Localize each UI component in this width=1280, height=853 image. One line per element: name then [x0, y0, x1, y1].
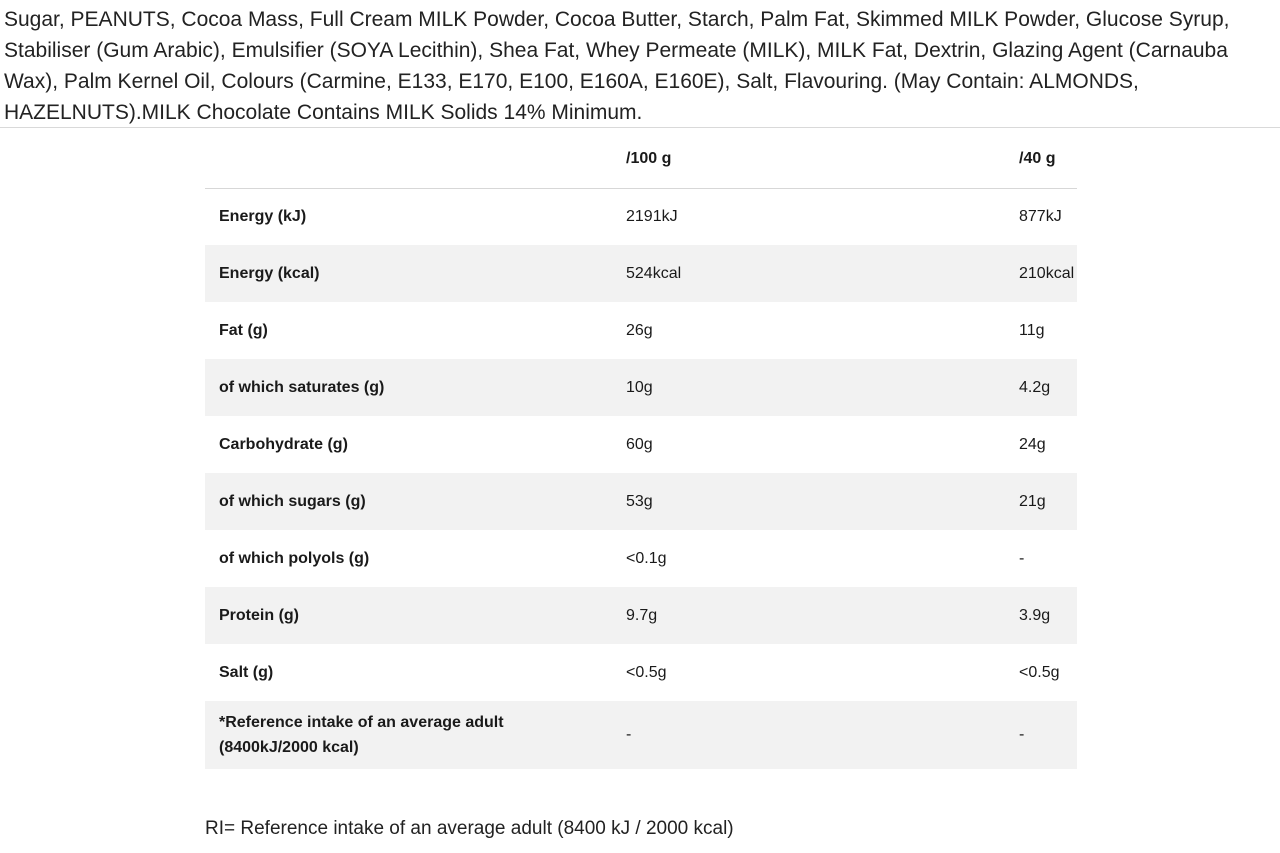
- row-value-per-40g: -: [1019, 549, 1025, 567]
- row-label-line-2: (8400kJ/2000 kcal): [219, 739, 359, 756]
- row-value-per-40g: 877kJ: [1019, 207, 1062, 225]
- table-row: [205, 302, 1077, 359]
- section-divider: [0, 127, 1280, 128]
- row-value-per-40g: 3.9g: [1019, 587, 1077, 644]
- row-label: Energy (kcal): [205, 245, 626, 302]
- nutrition-table: [205, 131, 1077, 769]
- row-value-per-40g: <0.5g: [1019, 663, 1060, 681]
- row-value-per-40g: 24g: [1019, 435, 1046, 453]
- row-value-per-100g: 26g: [626, 321, 653, 339]
- row-label: Salt (g): [219, 663, 274, 681]
- table-header-row: [205, 131, 1077, 188]
- header-nutrient: [205, 131, 626, 188]
- row-value-per-100g: -: [626, 701, 1019, 769]
- row-value-per-100g: 53g: [626, 473, 1019, 530]
- row-label: of which saturates (g): [205, 359, 626, 416]
- row-value-per-100g: 2191kJ: [626, 207, 678, 225]
- table-row: [205, 701, 1077, 769]
- header-per-100g: /100 g: [626, 131, 1019, 188]
- row-label: of which polyols (g): [219, 549, 370, 567]
- reference-intake-footnote: RI= Reference intake of an average adult (8400 kJ / 2000 kcal): [205, 818, 734, 839]
- row-label: [205, 701, 626, 769]
- row-value-per-100g: 524kcal: [626, 245, 1019, 302]
- row-label: Carbohydrate (g): [219, 435, 348, 453]
- row-label-line-1: *Reference intake of an average adult: [219, 714, 504, 731]
- row-label: Fat (g): [219, 321, 268, 339]
- table-row: [205, 473, 1077, 530]
- row-label: of which sugars (g): [205, 473, 626, 530]
- row-label: Protein (g): [205, 587, 626, 644]
- table-row: [205, 188, 1077, 245]
- table-row: [205, 245, 1077, 302]
- row-value-per-40g: 210kcal: [1019, 245, 1077, 302]
- table-row: [205, 587, 1077, 644]
- ingredients-text: Sugar, PEANUTS, Cocoa Mass, Full Cream MILK Powder, Cocoa Butter, Starch, Palm Fat, Skimmed MILK Powder, Glucose Syrup, Stabiliser (Gum Arabic), Emulsifier (SOYA Lecithin), Shea Fat, Whey Permeate (MILK), MILK Fat, Dextrin, Glazing Agent (Carnauba Wax), Palm Kernel Oil, Colours (Carmine, E133, E170, E100, E160A, E160E), Salt, Flavouring. (May Contain: ALMONDS, HAZELNUTS).MILK Chocolate Contains MILK Solids 14% Minimum.: [4, 8, 1230, 124]
- row-label: Energy (kJ): [219, 207, 307, 225]
- row-value-per-100g: <0.5g: [626, 663, 667, 681]
- row-value-per-100g: 9.7g: [626, 587, 1019, 644]
- row-value-per-40g: 11g: [1019, 321, 1045, 339]
- row-value-per-40g: -: [1019, 701, 1077, 769]
- table-row: [205, 359, 1077, 416]
- table-row: [205, 530, 1077, 587]
- row-value-per-40g: 4.2g: [1019, 359, 1077, 416]
- row-value-per-40g: 21g: [1019, 473, 1077, 530]
- row-value-per-100g: <0.1g: [626, 549, 667, 567]
- row-value-per-100g: 10g: [626, 359, 1019, 416]
- header-per-40g: /40 g: [1019, 131, 1077, 188]
- table-row: [205, 644, 1077, 701]
- table-row: [205, 416, 1077, 473]
- row-value-per-100g: 60g: [626, 435, 653, 453]
